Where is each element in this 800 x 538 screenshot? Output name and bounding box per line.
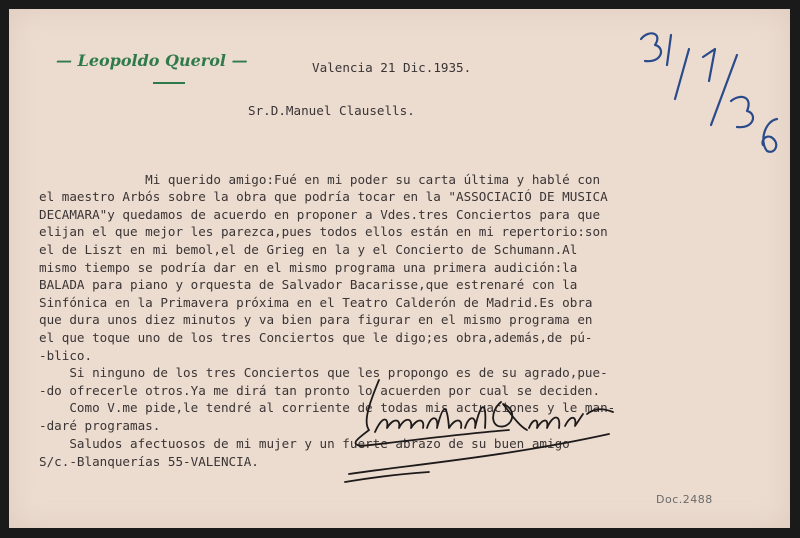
body-line: -do ofrecerle otros.Ya me dirá tan pronto lo acuerden por cual se deciden. [39, 382, 601, 398]
body-line: DECAMARA"y quedamos de acuerdo en proponer a Vdes.tres Conciertos para que [39, 206, 601, 222]
letterhead-rule [153, 82, 185, 84]
letterhead-name: Leopoldo Querol [77, 51, 226, 70]
body-line: Como V.me pide,le tendré al corriente de todas mis actuaciones y le man- [39, 400, 616, 416]
body-line: -daré programas. [39, 417, 161, 433]
archive-doc-number: Doc.2488 [656, 493, 713, 506]
body-line: BALADA para piano y orquesta de Salvador Bacarisse,que estrenaré con la [39, 277, 578, 293]
body-line: el que toque uno de los tres Conciertos que le digo;es obra,además,de pú- [39, 329, 593, 345]
body-line: mismo tiempo se podría dar en el mismo programa una primera audición:la [39, 259, 578, 275]
letterhead [56, 51, 248, 70]
recipient-line: Sr.D.Manuel Clausells. [248, 103, 415, 118]
body-line: Si ninguno de los tres Conciertos que les propongo es de su agrado,pue- [39, 365, 608, 381]
handwritten-archive-date [629, 21, 789, 171]
letterhead-dash-left: — [56, 51, 72, 70]
body-line: que dura unos diez minutos y va bien para figurar en el mismo programa en [39, 312, 593, 328]
body-line: elijan el que mejor les parezca,pues todos ellos están en mi repertorio:son [39, 224, 608, 240]
body-line: Mi querido amigo:Fué en mi poder su carta última y hablé con [39, 171, 601, 187]
body-line: Sinfónica en la Primavera próxima en el Teatro Calderón de Madrid.Es obra [39, 294, 593, 310]
handwritten-signature [339, 374, 629, 489]
letter-page [9, 9, 790, 528]
body-line: -blico. [39, 347, 93, 363]
body-line: el maestro Arbós sobre la obra que podría tocar en la "ASSOCIACIÓ DE MUSICA [39, 189, 608, 205]
date-line: Valencia 21 Dic.1935. [312, 60, 472, 75]
body-line: Saludos afectuosos de mi mujer y un fuerte abrazo de su buen amigo [39, 435, 570, 451]
sender-address: S/c.-Blanquerías 55-VALENCIA. [39, 454, 259, 469]
signature-text [9, 9, 10, 10]
letterhead-dash-right: — [231, 51, 248, 70]
body-line: el de Liszt en mi bemol,el de Grieg en la y el Concierto de Schumann.Al [39, 241, 578, 257]
